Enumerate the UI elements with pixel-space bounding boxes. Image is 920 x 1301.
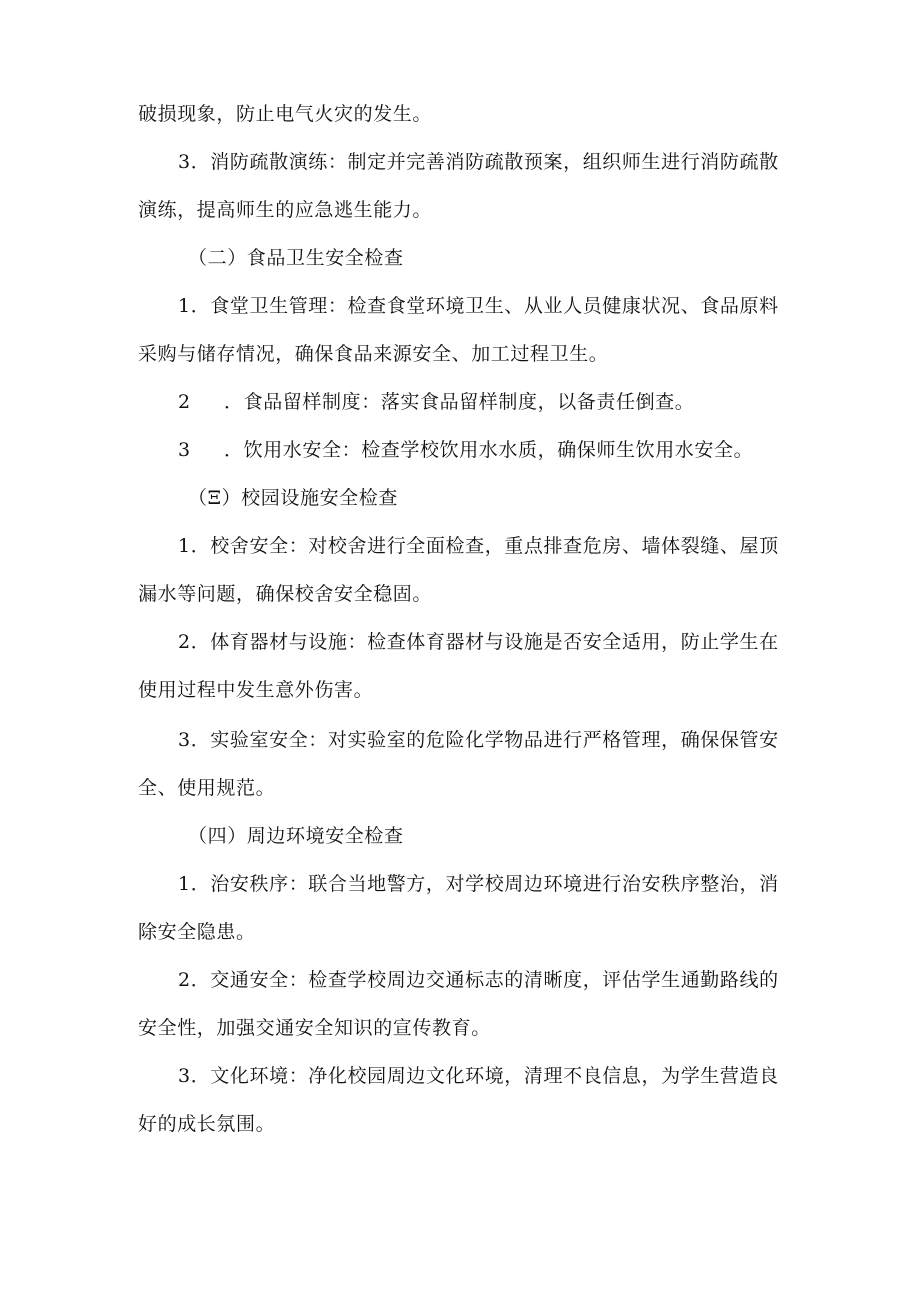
paragraph-line bbox=[178, 438, 753, 462]
list-text: ．食品留样制度：落实食品留样制度，以备责任倒查。 bbox=[224, 391, 695, 413]
paragraph-line: 安全性，加强交通安全知识的宣传教育。 bbox=[138, 1017, 491, 1039]
paragraph-line: 2．交通安全：检查学校周边交通标志的清晰度，评估学生通勤路线的 bbox=[178, 969, 779, 991]
paragraph-line: 1．食堂卫生管理：检查食堂环境卫生、从业人员健康状况、食品原料 bbox=[178, 295, 779, 317]
paragraph-line: 除安全隐患。 bbox=[138, 921, 256, 943]
section-heading: （四）周边环境安全检查 bbox=[188, 825, 404, 847]
paragraph-line: 3．消防疏散演练：制定并完善消防疏散预案，组织师生进行消防疏散 bbox=[178, 151, 779, 173]
paragraph-line: 漏水等问题，确保校舍安全稳固。 bbox=[138, 583, 433, 605]
paragraph-line: 全、使用规范。 bbox=[138, 777, 276, 799]
list-number: 3 bbox=[178, 439, 191, 461]
paragraph-line bbox=[178, 390, 694, 414]
paragraph-line: 采购与储存情况，确保食品来源安全、加工过程卫生。 bbox=[138, 343, 609, 365]
paragraph-line: 1．校舍安全：对校舍进行全面检查，重点排查危房、墙体裂缝、屋顶 bbox=[178, 535, 779, 557]
paragraph-line: 使用过程中发生意外伤害。 bbox=[138, 679, 374, 701]
section-heading: （二）食品卫生安全检查 bbox=[188, 247, 404, 269]
section-heading: （Ξ）校园设施安全检查 bbox=[188, 487, 398, 509]
paragraph-line: 演练，提高师生的应急逃生能力。 bbox=[138, 199, 433, 221]
paragraph-line: 好的成长氛围。 bbox=[138, 1113, 276, 1135]
paragraph-line: 1．治安秩序：联合当地警方，对学校周边环境进行治安秩序整治，消 bbox=[178, 873, 779, 895]
paragraph-line: 3．文化环境：净化校园周边文化环境，清理不良信息，为学生营造良 bbox=[178, 1065, 779, 1087]
paragraph-line: 3．实验室安全：对实验室的危险化学物品进行严格管理，确保保管安 bbox=[178, 729, 779, 751]
list-text: ．饮用水安全：检查学校饮用水水质，确保师生饮用水安全。 bbox=[224, 439, 754, 461]
list-number: 2 bbox=[178, 391, 191, 413]
paragraph-line: 2．体育器材与设施：检查体育器材与设施是否安全适用，防止学生在 bbox=[178, 631, 779, 653]
paragraph-line: 破损现象，防止电气火灾的发生。 bbox=[138, 103, 433, 125]
